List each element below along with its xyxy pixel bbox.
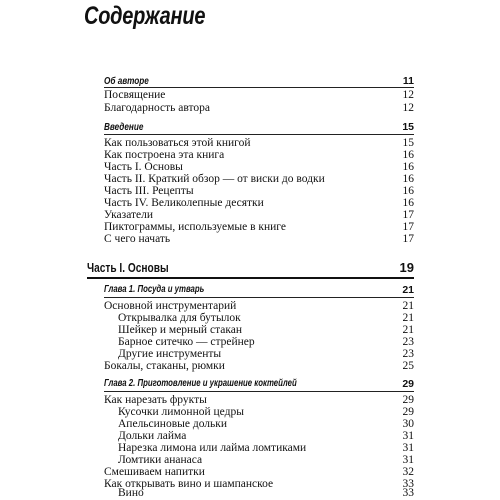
toc-page-number: 21 <box>402 284 414 296</box>
toc-entry-label: Бокалы, стаканы, рюмки <box>104 360 225 372</box>
toc-page-number: 29 <box>402 406 414 418</box>
part-divider <box>87 277 414 279</box>
toc-entry-label: Барное ситечко — стрейнер <box>118 336 255 348</box>
toc-entry-label: Смешиваем напитки <box>104 466 205 478</box>
toc-chapter-label: Глава 1. Посуда и утварь <box>104 284 205 295</box>
toc-page-number: 21 <box>402 312 414 324</box>
toc-page-number: 17 <box>402 209 414 221</box>
toc-page-number: 30 <box>402 418 414 430</box>
toc-entry-label: Другие инструменты <box>118 348 222 360</box>
toc-section-introduction[interactable] <box>104 120 414 134</box>
toc-subentry[interactable] <box>118 486 414 500</box>
toc-entry-label: Основной инструментарий <box>104 300 237 312</box>
toc-entry-label: С чего начать <box>104 233 171 245</box>
toc-entry[interactable] <box>104 359 414 373</box>
toc-entry-label: Шейкер и мерный стакан <box>118 324 243 336</box>
toc-entry-label: Часть I. Основы <box>104 161 183 173</box>
toc-entry[interactable] <box>104 101 414 115</box>
toc-page-number: 11 <box>402 75 414 87</box>
chapter-divider <box>104 297 414 298</box>
toc-page-number: 16 <box>402 197 414 209</box>
toc-page-number: 12 <box>402 102 414 114</box>
toc-entry-label: Ломтики ананаса <box>118 454 203 466</box>
toc-page-number: 31 <box>402 442 414 454</box>
toc-entry-label: Вино <box>118 487 144 499</box>
toc-entry-label: Часть III. Рецепты <box>104 185 194 197</box>
toc-page-number: 32 <box>402 466 414 478</box>
toc-section-about[interactable] <box>104 74 414 88</box>
toc-page-number: 33 <box>402 478 414 490</box>
toc-page-number: 31 <box>402 454 414 466</box>
toc-entry-label: Дольки лайма <box>118 430 187 442</box>
toc-entry-label: Как пользоваться этой книгой <box>104 137 251 149</box>
toc-page-number: 29 <box>402 394 414 406</box>
toc-page-number: 31 <box>402 430 414 442</box>
toc-entry-label: Апельсиновые дольки <box>118 418 228 430</box>
toc-page-number: 17 <box>402 233 414 245</box>
toc-page-number: 16 <box>402 149 414 161</box>
toc-page-number: 21 <box>402 324 414 336</box>
toc-entry-label: Указатели <box>104 209 154 221</box>
toc-section-label: Об авторе <box>104 75 149 87</box>
toc-page-number: 15 <box>402 121 414 133</box>
toc-part-label: Часть I. Основы <box>87 260 169 275</box>
toc-page-number: 17 <box>402 221 414 233</box>
toc-page-number: 12 <box>402 89 414 101</box>
toc-chapter-heading[interactable] <box>104 377 414 391</box>
toc-part-heading[interactable] <box>87 260 414 276</box>
toc-entry-label: Как нарезать фрукты <box>104 394 207 406</box>
toc-entry[interactable] <box>104 232 414 246</box>
toc-page-number: 15 <box>402 137 414 149</box>
toc-entry-label: Как построена эта книга <box>104 149 225 161</box>
toc-page-number: 16 <box>402 185 414 197</box>
toc-page-number: 29 <box>402 378 414 390</box>
toc-page-number: 16 <box>402 173 414 185</box>
toc-entry-label: Пиктограммы, используемые в книге <box>104 221 286 233</box>
toc-page-number: 33 <box>402 487 414 499</box>
toc-page-number: 25 <box>402 360 414 372</box>
toc-entry-label: Нарезка лимона или лайма ломтиками <box>118 442 307 454</box>
page-title: Содержание <box>84 2 206 30</box>
toc-page-number: 21 <box>402 300 414 312</box>
toc-entry-label: Благодарность автора <box>104 102 211 114</box>
section-divider <box>104 134 414 135</box>
toc-entry[interactable] <box>104 88 414 102</box>
toc-chapter-heading[interactable] <box>104 283 414 297</box>
toc-page-number: 23 <box>402 348 414 360</box>
toc-entry-label: Кусочки лимонной цедры <box>118 406 244 418</box>
toc-page-number: 23 <box>402 336 414 348</box>
toc-page-number: 16 <box>402 161 414 173</box>
toc-page-number: 19 <box>399 260 414 275</box>
toc-entry-label: Часть II. Краткий обзор — от виски до водки <box>104 173 325 185</box>
toc-entry-label: Открывалка для бутылок <box>118 312 241 324</box>
toc-section-label: Введение <box>104 121 144 133</box>
toc-entry-label: Как открывать вино и шампанское <box>104 478 274 490</box>
toc-entry-label: Часть IV. Великолепные десятки <box>104 197 264 209</box>
chapter-divider <box>104 391 414 392</box>
toc-entry-label: Посвящение <box>104 89 166 101</box>
toc-chapter-label: Глава 2. Приготовление и украшение коктейлей <box>104 378 297 389</box>
